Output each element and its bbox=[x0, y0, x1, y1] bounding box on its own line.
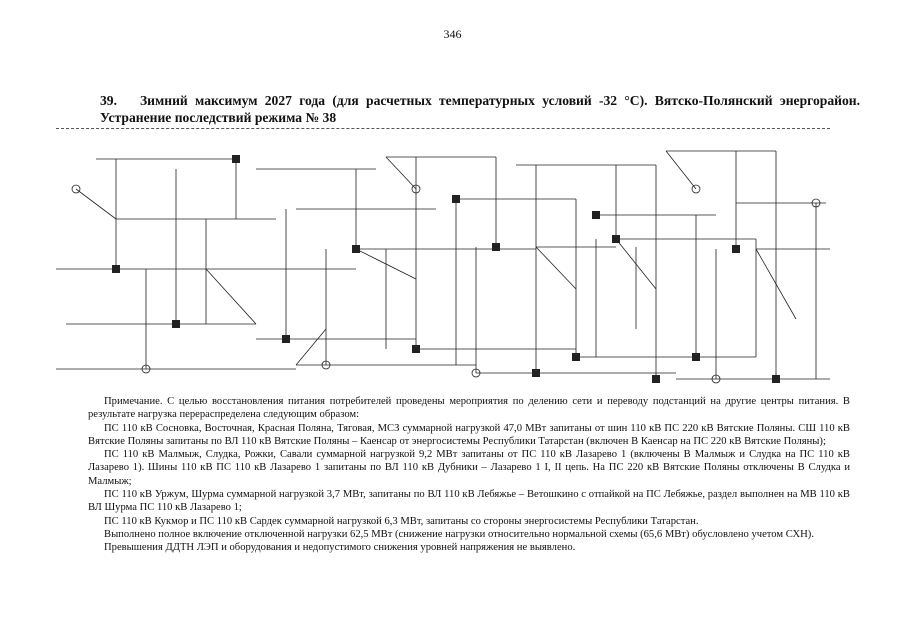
page-number: 346 bbox=[443, 27, 462, 41]
section-number: 39. bbox=[100, 93, 117, 108]
notes-block bbox=[88, 395, 850, 555]
note-paragraph: ПС 110 кВ Уржум, Шурма суммарной нагрузкой 3,7 МВт, запитаны по ВЛ 110 кВ Лебяжье – Ветошкино с отпайкой на ПС Лебяжье, раздел выполнен на МВ 110 кВ ВЛ Шурма ПС 110 кВ Лазарево 1; bbox=[88, 489, 850, 514]
note-paragraph: Примечание. С целью восстановления питания потребителей проведены мероприятия по делению сети и переводу подстанций на другие центры питания. В результате нагрузка перераспределена следующим образом: bbox=[88, 396, 850, 421]
note-paragraph: Превышения ДДТН ЛЭП и оборудования и недопустимого снижения уровней напряжения не выявлено. bbox=[104, 542, 576, 554]
power-network-schematic-icon bbox=[56, 129, 830, 387]
note-paragraph: Выполнено полное включение отключенной нагрузки 62,5 МВт (снижение нагрузки относительно нормальной схемы (65,6 МВт) обусловлено учетом СХН). bbox=[104, 528, 814, 540]
section-title: Зимний максимум 2027 года (для расчетных температурных условий -32 °С). Вятско-Полянский энергорайон. Устранение последствий режима № 38 bbox=[100, 93, 860, 125]
note-paragraph: ПС 110 кВ Сосновка, Восточная, Красная Поляна, Тяговая, МСЗ суммарной нагрузкой 47,0 МВт запитаны от шин 110 кВ ПС 220 кВ Вятские Поляны. СШ 110 кВ Вятские Поляны запитаны по ВЛ 110 кВ Вятские Поляны – Каенсар от энергосистемы Республики Татарстан (включен В Каенсар на ПС 220 кВ Вятские Поляны); bbox=[88, 422, 850, 447]
note-paragraph: ПС 110 кВ Кукмор и ПС 110 кВ Сардек суммарной нагрузкой 6,3 МВт, запитаны со стороны энергосистемы Республики Татарстан. bbox=[104, 515, 699, 527]
note-paragraph: ПС 110 кВ Малмыж, Слудка, Рожки, Савали суммарной нагрузкой 9,2 МВт запитаны от ПС 110 кВ Лазарево 1 (включены В Малмыж и Слудка на ПС 110 кВ Лазарево 1). Шины 110 кВ ПС 110 кВ Лазарево 1 запитаны по ВЛ 110 кВ Дубники – Лазарево 1 I, II цепь. На ПС 220 кВ Вятские Поляны отключены В Слудка и Малмыж; bbox=[88, 449, 850, 487]
section-heading bbox=[100, 92, 860, 126]
power-network-diagram bbox=[56, 128, 830, 387]
